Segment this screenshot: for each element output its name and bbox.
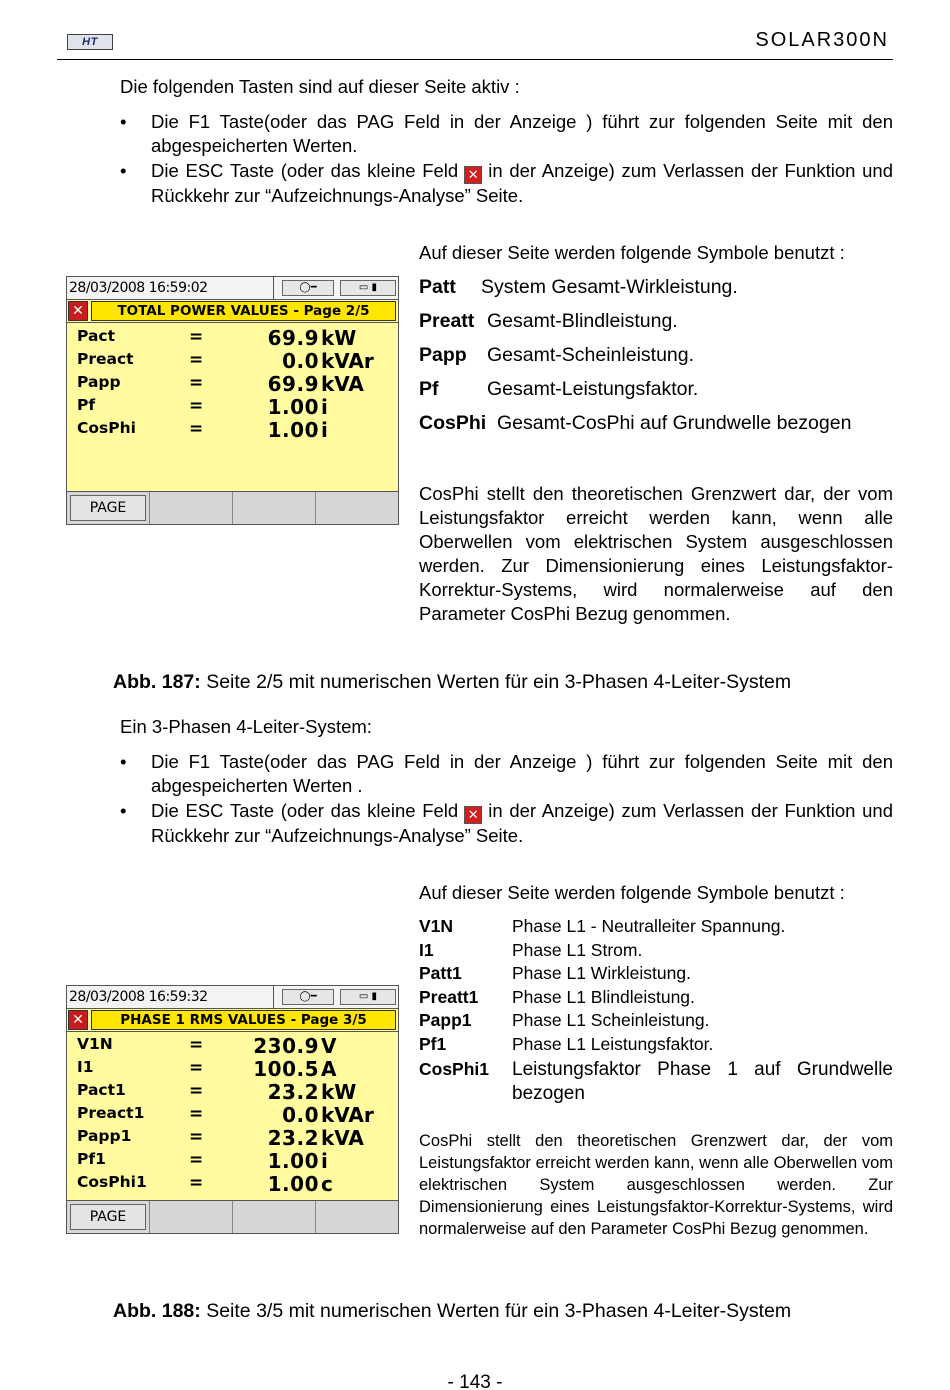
probe-icon: ◯━ <box>282 989 334 1005</box>
section2-symbol-list <box>419 915 893 1105</box>
screen-values <box>67 1032 398 1201</box>
symbol-row: I1 Phase L1 Strom. <box>419 939 643 960</box>
symbol-row: V1N Phase L1 - Neutralleiter Spannung. <box>419 916 786 936</box>
softkey-empty[interactable] <box>233 492 316 524</box>
model-name: SOLAR300N <box>755 29 889 51</box>
screen-status-bar <box>67 277 398 300</box>
screen-softkeys <box>67 492 398 524</box>
value-row: V1N = 230.9 V <box>77 1034 337 1058</box>
screen-titlebar <box>67 300 398 323</box>
close-icon: ✕ <box>464 806 482 824</box>
symbol-row: Preatt Gesamt-Blindleistung. <box>419 310 678 332</box>
screen-datetime: 28/03/2008 16:59:02 <box>67 277 274 299</box>
list-item: • Die ESC Taste (oder das kleine Feld ✕ in der Anzeige) zum Verlassen der Funktion und Rückkehr zur “Aufzeichnungs-Analyse” Seite. <box>120 160 893 206</box>
battery-icon: ▭ ▮ <box>340 989 396 1005</box>
section2-symbols-title: Auf dieser Seite werden folgende Symbole benutzt : <box>419 882 845 903</box>
bullet-text: Die ESC Taste (oder das kleine Feld <box>151 160 459 181</box>
value-row: CosPhi1 = 1.00 c <box>77 1172 333 1196</box>
screen-status-bar <box>67 986 398 1009</box>
symbol-row: CosPhi1 Leistungsfaktor Phase 1 auf Grundwelle bezogen <box>419 1059 893 1104</box>
screen-softkeys <box>67 1201 398 1233</box>
section1-description: CosPhi stellt den theoretischen Grenzwert dar, der vom Leistungsfaktor erreicht werden kann, wenn alle Oberwellen vom elektrischen System ausgeschlossen werden. Zur Dimensionierung eines Leistungsfaktor- Korrektur-Systems, wird normalerweise auf den Parameter CosPhi Bezug genommen. <box>419 483 893 624</box>
section2-bullets <box>120 750 893 849</box>
section1-symbol-list <box>419 276 851 446</box>
close-icon[interactable]: ✕ <box>68 301 88 321</box>
softkey-empty[interactable] <box>316 1201 398 1233</box>
close-icon: ✕ <box>464 166 482 184</box>
section2-description: CosPhi stellt den theoretischen Grenzwert dar, der vom Leistungsfaktor erreicht werden kann, wenn alle Oberwellen vom elektrischen System ausgeschlossen werden. Zur Dimensionierung eines Leistungsfaktor-Korrektur-Systems, wird normalerweise auf den Parameter CosPhi Bezug genommen. <box>419 1132 893 1238</box>
value-row: Pact = 69.9 kW <box>77 326 357 350</box>
symbol-row: CosPhi Gesamt-CosPhi auf Grundwelle bezogen <box>419 412 852 434</box>
screen-titlebar <box>67 1009 398 1032</box>
value-row: Papp1 = 23.2 kVA <box>77 1126 364 1150</box>
value-row: Pf = 1.00 i <box>77 395 328 419</box>
symbol-row: Preatt1 Phase L1 Blindleistung. <box>419 986 695 1007</box>
ht-logo: HT <box>67 34 113 50</box>
value-row: Papp = 69.9 kVA <box>77 372 364 396</box>
bullet-text: in der Anzeige) zum Verlassen der Funktion und Rückkehr zur “Aufzeichnungs-Analyse” Seite. <box>151 800 893 846</box>
figure-caption-187: Abb. 187: Seite 2/5 mit numerischen Werten für ein 3-Phasen 4-Leiter-System <box>113 671 792 693</box>
section1-bullets <box>120 110 893 209</box>
bullet-text: in der Anzeige) zum Verlassen der Funktion und Rückkehr zur “Aufzeichnungs-Analyse” Seite. <box>151 160 893 206</box>
close-icon[interactable]: ✕ <box>68 1010 88 1030</box>
page-button[interactable]: PAGE <box>67 1201 150 1233</box>
bullet-text: Die F1 Taste(oder das PAG Feld in der Anzeige ) führt zur folgenden Seite mit den abgespeicherten Werten. <box>151 111 893 156</box>
value-row: Pf1 = 1.00 i <box>77 1149 328 1173</box>
screen-title: TOTAL POWER VALUES - Page 2/5 <box>91 301 396 321</box>
page-button[interactable]: PAGE <box>67 492 150 524</box>
bullet-text: Die F1 Taste(oder das PAG Feld in der Anzeige ) führt zur folgenden Seite mit den abgespeicherten Werten . <box>151 751 893 796</box>
value-row: I1 = 100.5 A <box>77 1057 337 1081</box>
instrument-screen-phase1 <box>66 985 399 1234</box>
symbol-row: Patt System Gesamt-Wirkleistung. <box>419 276 738 298</box>
figure-caption-188: Abb. 188: Seite 3/5 mit numerischen Werten für ein 3-Phasen 4-Leiter-System <box>113 1300 792 1322</box>
symbol-row: Pf Gesamt-Leistungsfaktor. <box>419 378 699 400</box>
screen-values <box>67 323 398 492</box>
section1-intro: Die folgenden Tasten sind auf dieser Seite aktiv : <box>120 76 520 97</box>
list-item: • Die F1 Taste(oder das PAG Feld in der Anzeige ) führt zur folgenden Seite mit den abgespeicherten Werten . <box>120 751 893 796</box>
value-row: Preact = 0.0 kVAr <box>77 349 374 373</box>
page-header <box>57 26 893 60</box>
section2-intro: Ein 3-Phasen 4-Leiter-System: <box>120 716 372 737</box>
symbol-row: Patt1 Phase L1 Wirkleistung. <box>419 963 691 983</box>
screen-datetime: 28/03/2008 16:59:32 <box>67 986 274 1008</box>
page-number: - 143 - <box>447 1372 503 1390</box>
value-row: CosPhi = 1.00 i <box>77 418 328 442</box>
value-row: Pact1 = 23.2 kW <box>77 1080 357 1104</box>
section1-symbols-title: Auf dieser Seite werden folgende Symbole benutzt : <box>419 242 845 263</box>
softkey-empty[interactable] <box>150 1201 233 1233</box>
list-item: • Die F1 Taste(oder das PAG Feld in der Anzeige ) führt zur folgenden Seite mit den abgespeicherten Werten. <box>120 111 893 156</box>
bullet-text: Die ESC Taste (oder das kleine Feld <box>151 800 459 821</box>
symbol-row: Papp Gesamt-Scheinleistung. <box>419 344 695 366</box>
symbol-row: Pf1 Phase L1 Leistungsfaktor. <box>419 1033 714 1054</box>
softkey-empty[interactable] <box>233 1201 316 1233</box>
list-item: • Die ESC Taste (oder das kleine Feld ✕ in der Anzeige) zum Verlassen der Funktion und Rückkehr zur “Aufzeichnungs-Analyse” Seite. <box>120 800 893 846</box>
softkey-empty[interactable] <box>316 492 398 524</box>
instrument-screen-total-power <box>66 276 399 525</box>
screen-title: PHASE 1 RMS VALUES - Page 3/5 <box>91 1010 396 1030</box>
battery-icon: ▭ ▮ <box>340 280 396 296</box>
softkey-empty[interactable] <box>150 492 233 524</box>
probe-icon: ◯━ <box>282 280 334 296</box>
value-row: Preact1 = 0.0 kVAr <box>77 1103 374 1127</box>
symbol-row: Papp1 Phase L1 Scheinleistung. <box>419 1010 710 1030</box>
